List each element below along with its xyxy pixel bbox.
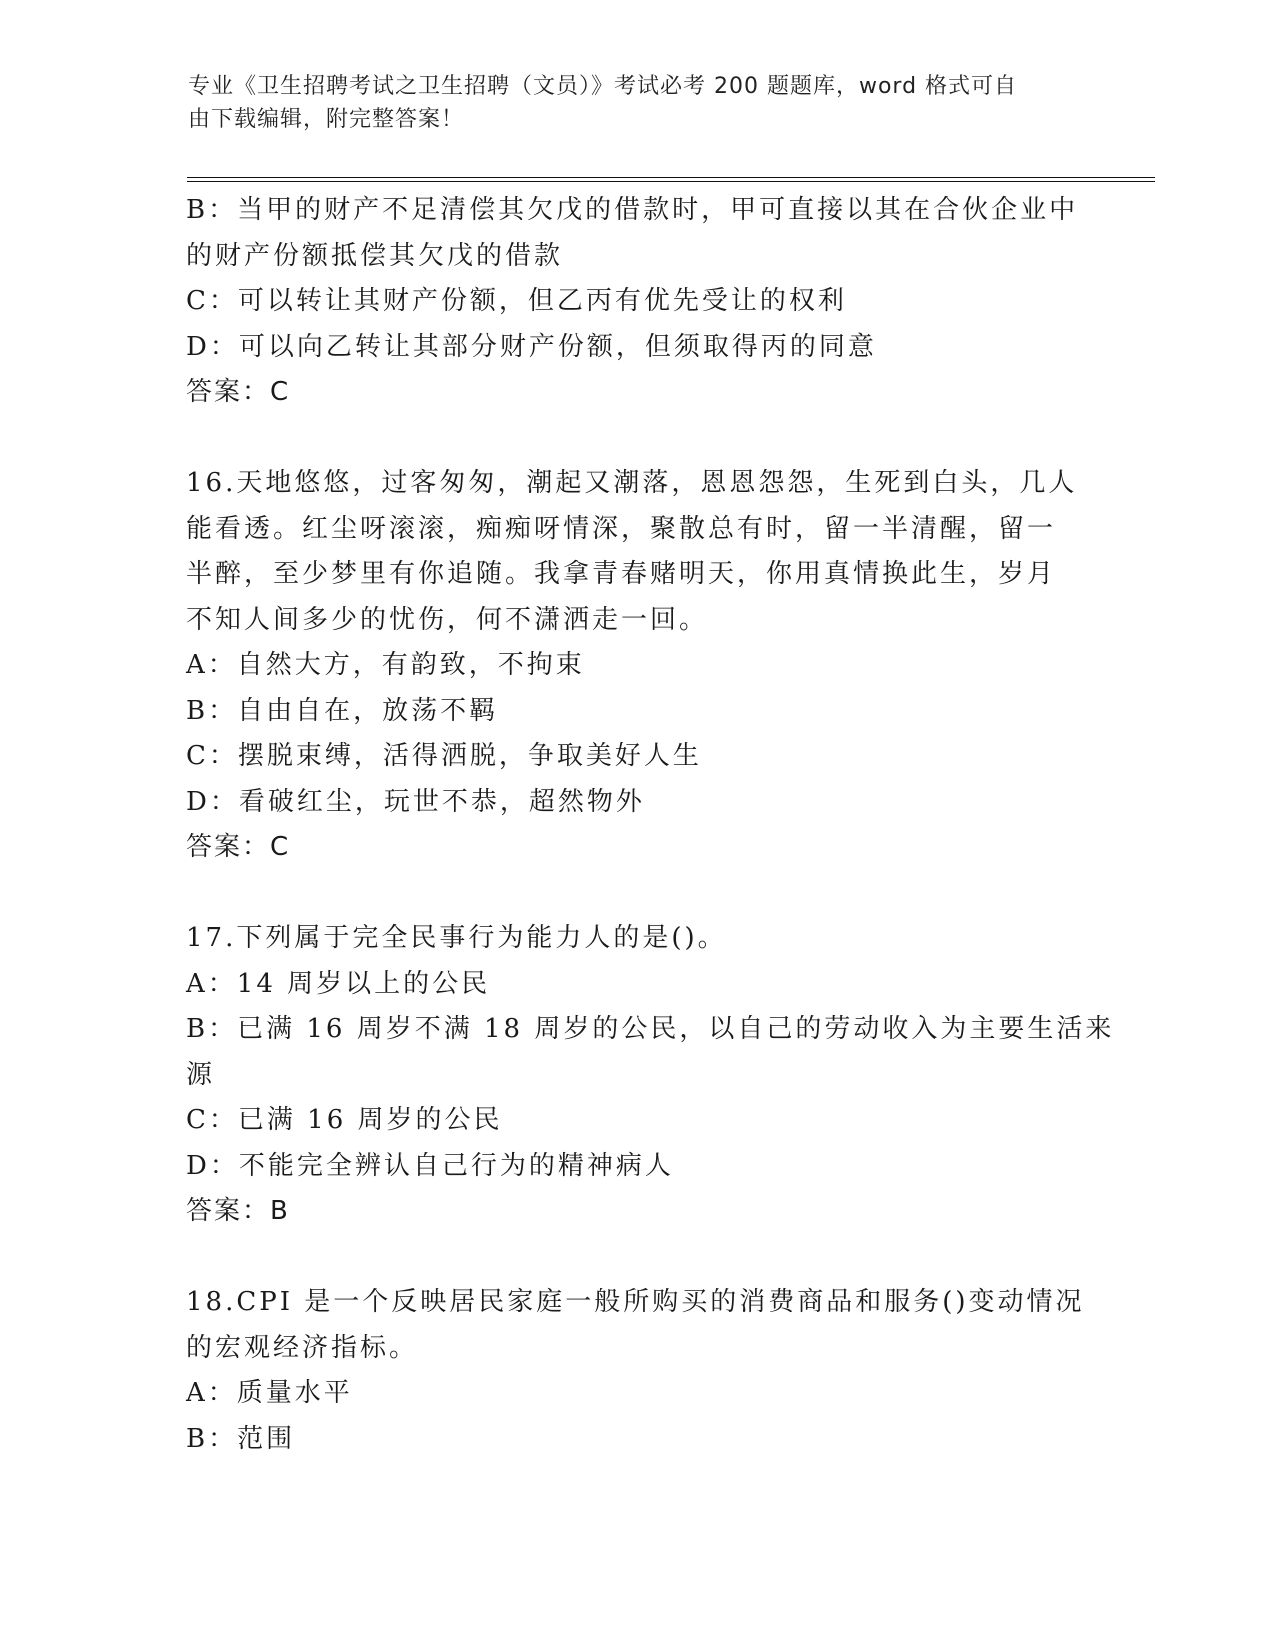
q15-option-b-line1: B：当甲的财产不足清偿其欠戊的借款时，甲可直接以其在合伙企业中 xyxy=(186,195,1079,225)
q17-option-b-line1: B：已满 16 周岁不满 18 周岁的公民，以自己的劳动收入为主要生活来 xyxy=(186,1014,1115,1044)
q16-stem-line1: 16.天地悠悠，过客匆匆，潮起又潮落，恩恩怨怨，生死到白头，几人 xyxy=(186,468,1078,498)
spacer xyxy=(186,1235,1086,1281)
q17-option-d: D：不能完全辨认自己行为的精神病人 xyxy=(186,1150,674,1181)
q18-option-b: B：范围 xyxy=(186,1423,296,1454)
q16-answer: 答案：C xyxy=(186,832,291,862)
document-header xyxy=(188,70,1068,136)
question-16 xyxy=(186,461,1086,871)
header-line-1: 专业《卫生招聘考试之卫生招聘（文员）》考试必考 200 题题库，word 格式可自 xyxy=(188,74,1018,99)
q16-stem-line3: 半醉，至少梦里有你追随。我拿青春赌明天，你用真情换此生，岁月 xyxy=(186,559,1057,589)
q17-option-c: C：已满 16 周岁的公民 xyxy=(186,1105,503,1135)
q15-option-c: C：可以转让其财产份额，但乙丙有优先受让的权利 xyxy=(186,286,847,316)
q16-stem-line4: 不知人间多少的忧伤，何不潇洒走一回。 xyxy=(186,604,709,635)
q15-answer: 答案：C xyxy=(186,377,291,407)
q16-option-a: A：自然大方，有韵致，不拘束 xyxy=(186,650,585,680)
q16-option-b: B：自由自在，放荡不羁 xyxy=(186,695,499,726)
header-line-2: 由下载编辑，附完整答案！ xyxy=(188,107,465,132)
question-15-tail xyxy=(186,188,1086,416)
question-18 xyxy=(186,1280,1086,1462)
q16-option-d: D：看破红尘，玩世不恭，超然物外 xyxy=(186,786,645,817)
q17-option-b-line2: 源 xyxy=(186,1059,216,1090)
spacer xyxy=(186,416,1086,462)
question-17 xyxy=(186,916,1115,1235)
question-list xyxy=(186,188,1115,1462)
q16-option-c: C：摆脱束缚，活得洒脱，争取美好人生 xyxy=(186,741,702,771)
q17-stem: 17.下列属于完全民事行为能力人的是()。 xyxy=(186,923,727,953)
spacer xyxy=(186,871,1086,917)
q18-stem-line2: 的宏观经济指标。 xyxy=(186,1332,419,1363)
q15-option-b-line2: 的财产份额抵偿其欠戊的借款 xyxy=(186,240,564,271)
q18-stem-line1: 18.CPI 是一个反映居民家庭一般所购买的消费商品和服务()变动情况 xyxy=(186,1287,1085,1317)
q17-option-a: A：14 周岁以上的公民 xyxy=(186,968,491,999)
q17-answer: 答案：B xyxy=(186,1196,290,1226)
q18-option-a: A：质量水平 xyxy=(186,1378,353,1408)
q15-option-d: D：可以向乙转让其部分财产份额，但须取得丙的同意 xyxy=(186,331,877,362)
q16-stem-line2: 能看透。红尘呀滚滚，痴痴呀情深，聚散总有时，留一半清醒，留一 xyxy=(186,513,1057,544)
header-divider xyxy=(187,177,1155,182)
